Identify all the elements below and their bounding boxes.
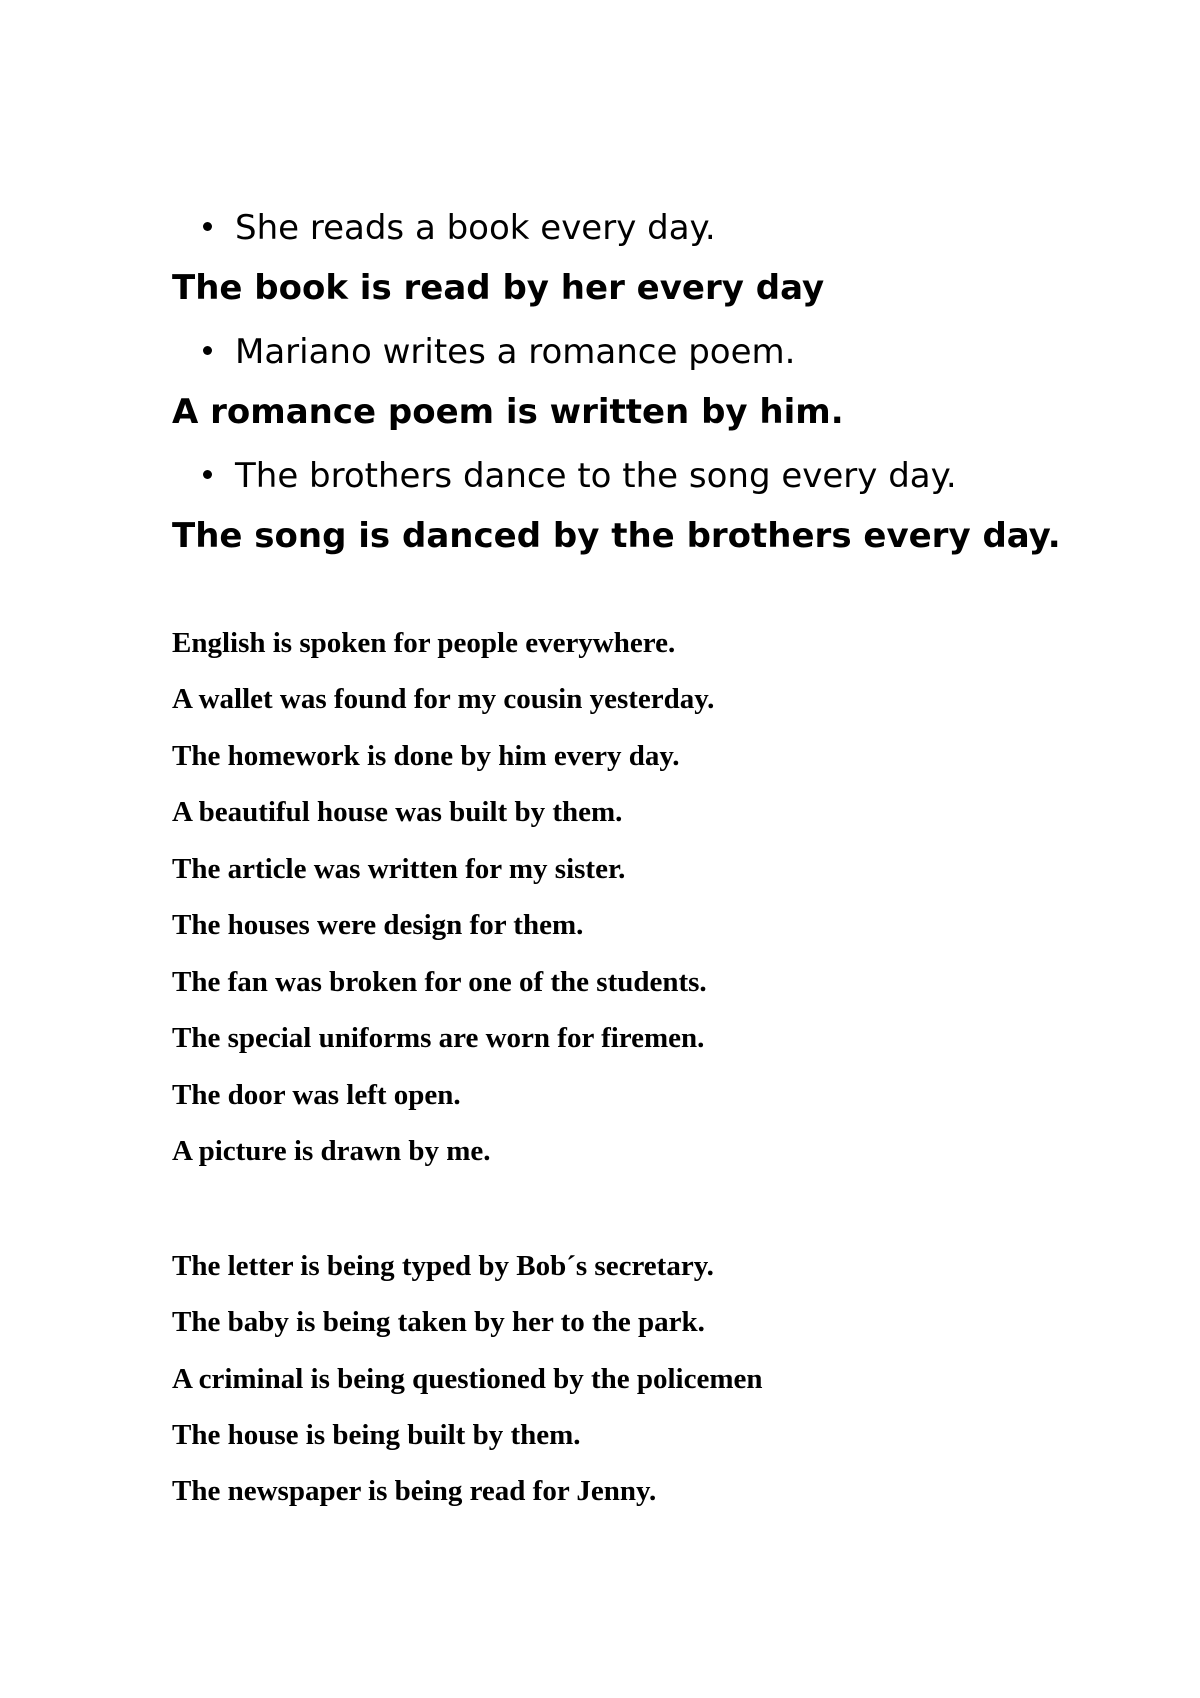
bullet-item-1 [203,208,716,248]
exercise-1-line: The door was left open. [172,1079,461,1111]
exercise-2-line: The newspaper is being read for Jenny. [172,1475,657,1507]
exercise-1-line: The special uniforms are worn for firemen. [172,1022,705,1054]
exercise-2-line: The house is being built by them. [172,1419,581,1451]
exercise-1-line: A wallet was found for my cousin yesterday. [172,683,715,715]
bullet-icon [203,470,212,479]
bullet-icon [203,222,212,231]
exercise-2-line: The baby is being taken by her to the park. [172,1306,705,1338]
passive-sentence-2: A romance poem is written by him. [172,392,844,432]
exercise-1-line: The houses were design for them. [172,909,584,941]
exercise-1-line: A picture is drawn by me. [172,1135,491,1167]
active-sentence-1: She reads a book every day. [235,208,716,248]
active-sentence-2: Mariano writes a romance poem. [235,332,796,372]
passive-sentence-3: The song is danced by the brothers every day. [172,516,1061,556]
active-sentence-3: The brothers dance to the song every day. [235,456,957,496]
exercise-1-line: The fan was broken for one of the students. [172,966,707,998]
exercise-1-line: English is spoken for people everywhere. [172,627,676,659]
exercise-1-line: A beautiful house was built by them. [172,796,623,828]
exercise-1-line: The homework is done by him every day. [172,740,680,772]
bullet-item-2 [203,332,795,372]
bullet-item-3 [203,456,957,496]
exercise-2-line: The letter is being typed by Bob´s secretary. [172,1250,714,1282]
exercise-1-line: The article was written for my sister. [172,853,626,885]
exercise-2-line: A criminal is being questioned by the policemen [172,1363,763,1395]
bullet-icon [203,346,212,355]
passive-sentence-1: The book is read by her every day [172,268,825,308]
